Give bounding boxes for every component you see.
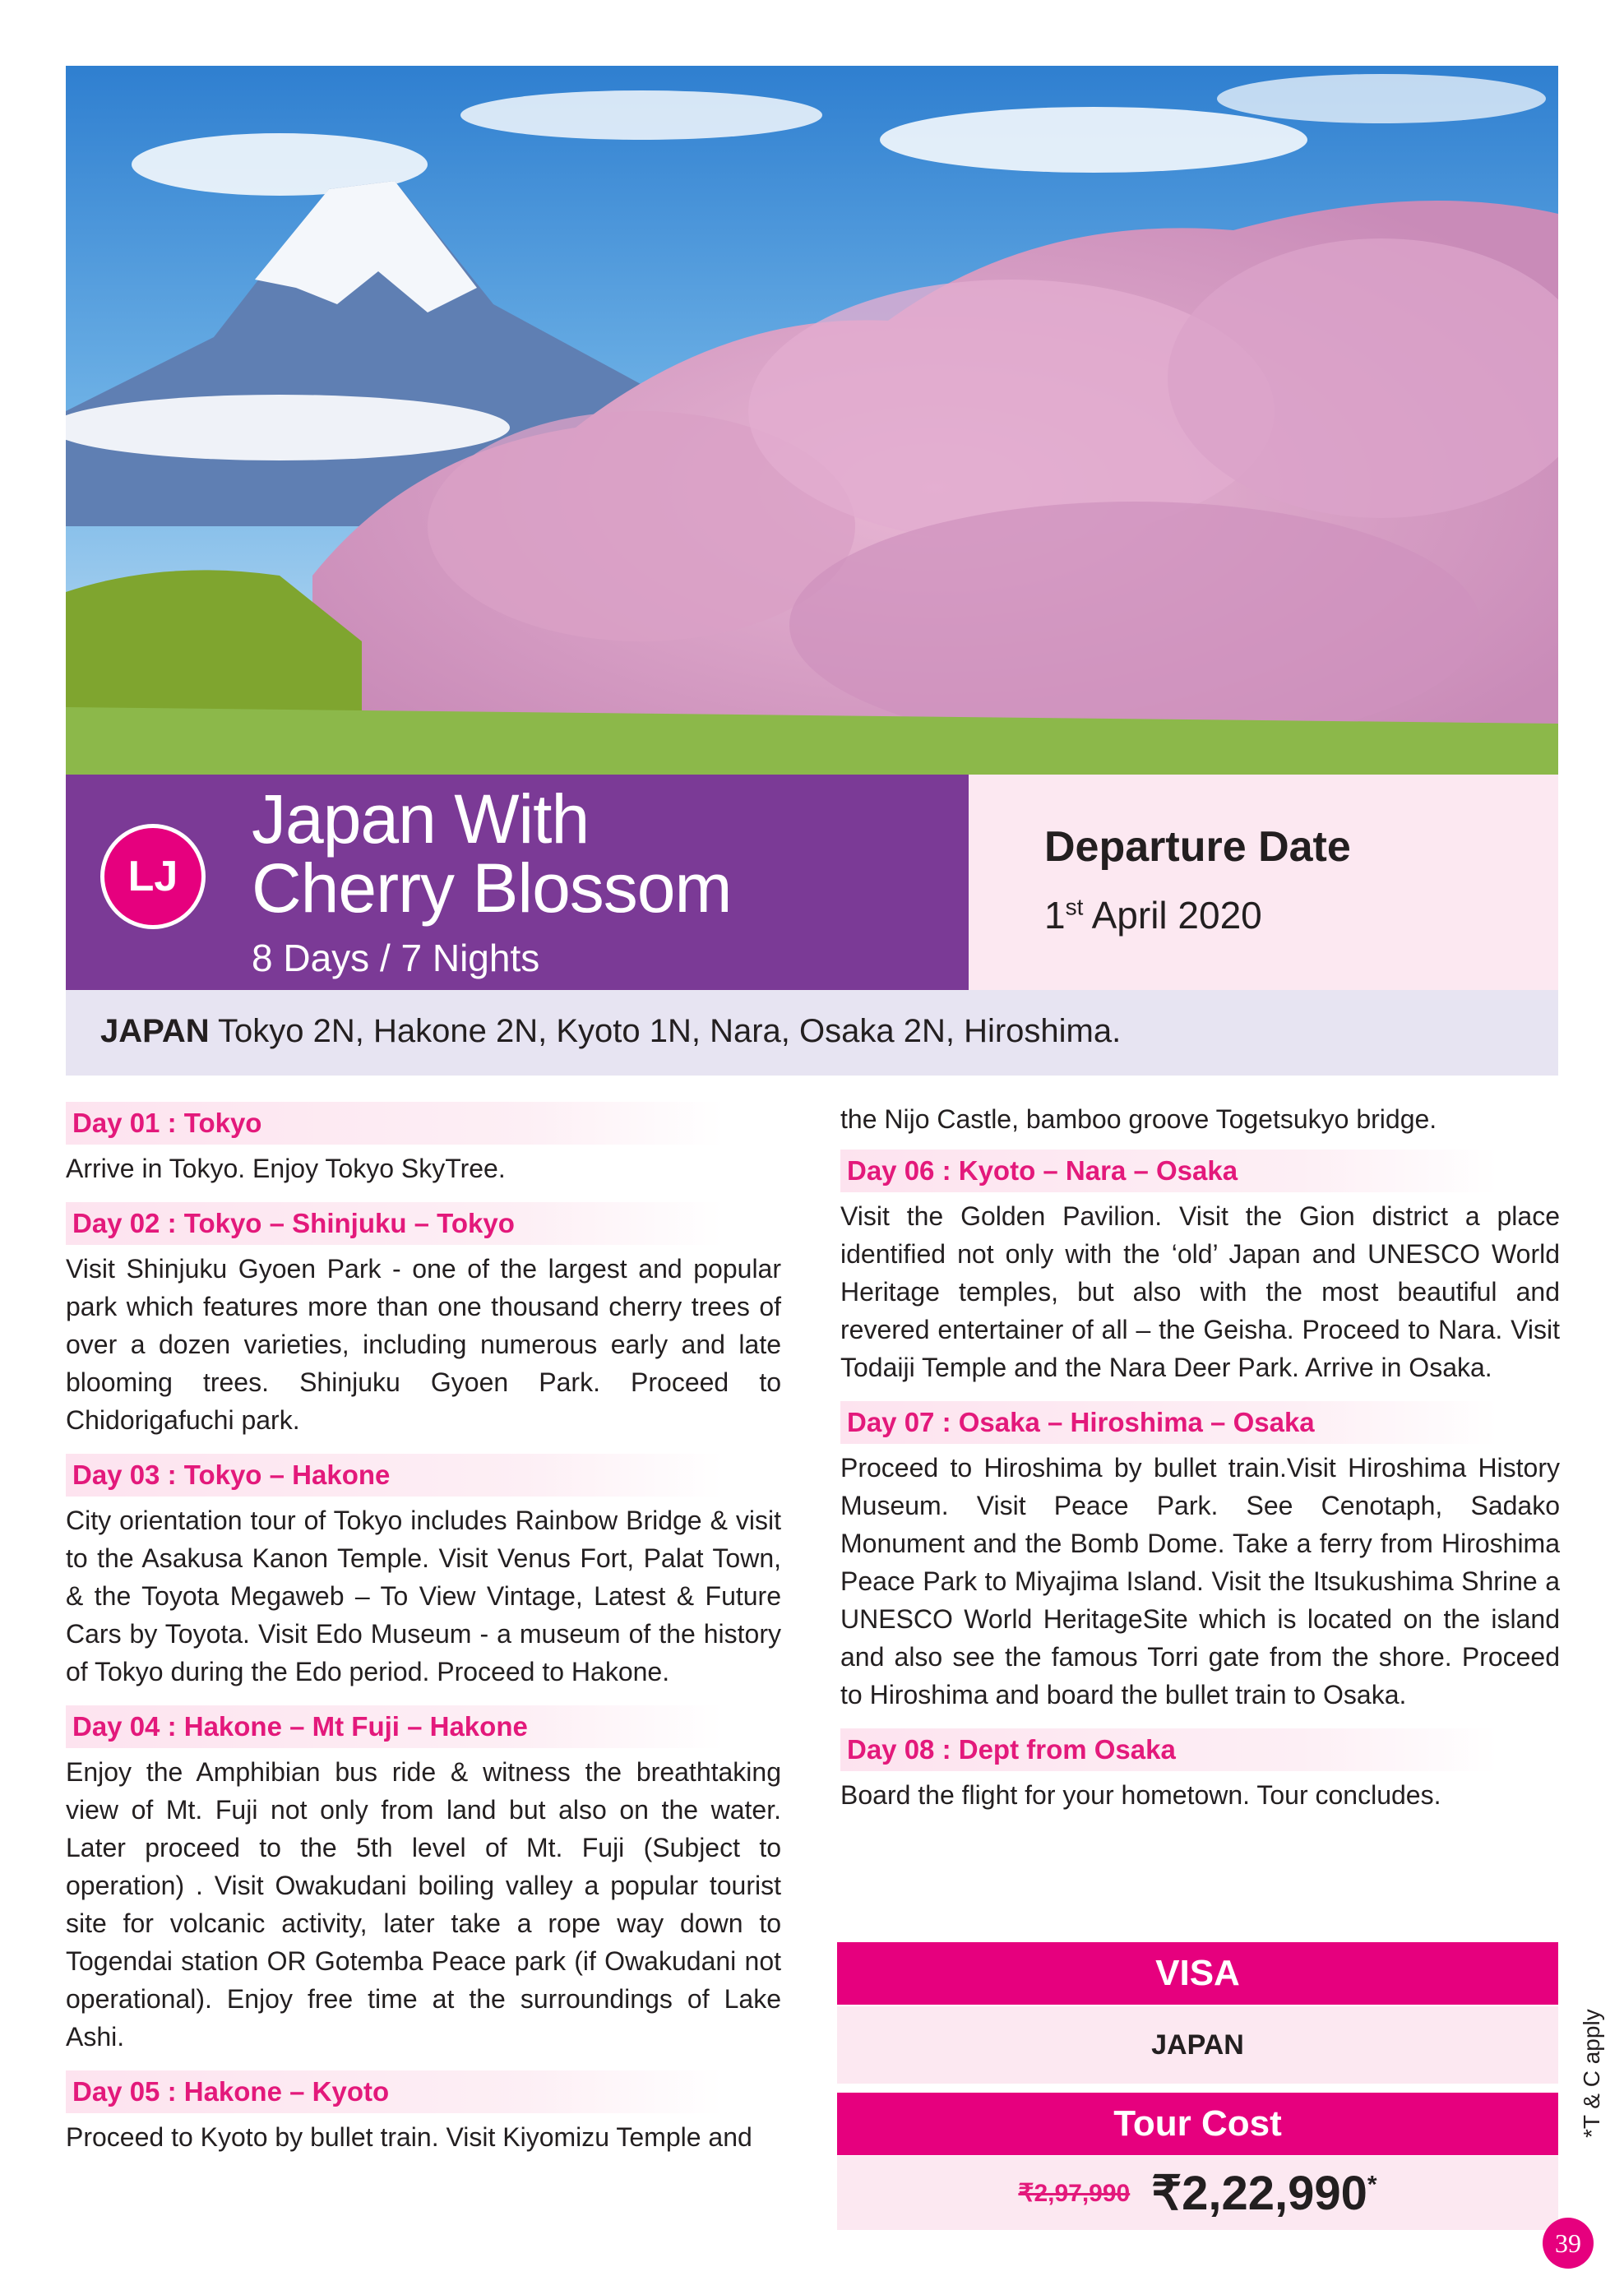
day-description: Proceed to Hiroshima by bullet train.Visit Hiroshima History Museum. Visit Peace Park. See Cenotaph, Sadako Monument and the Bomb Dome. Take a ferry from Hiroshima Peace Park to Miyajima Island. Visit the Itsukushima Shrine a UNESCO World HeritageSite which is located on the island and also see the famous Torri gate from the shore. Proceed to Hiroshima and board the bullet train to Osaka. xyxy=(840,1453,1560,1709)
day-block xyxy=(66,1202,781,1439)
departure-day: 1 xyxy=(1044,894,1066,937)
route-stops: Tokyo 2N, Hakone 2N, Kyoto 1N, Nara, Osaka 2N, Hiroshima. xyxy=(218,1013,1122,1049)
route-text xyxy=(100,1013,1121,1050)
title-panel xyxy=(66,775,969,990)
departure-panel xyxy=(969,775,1558,990)
departure-date xyxy=(1044,893,1262,937)
day-block xyxy=(840,1728,1560,1814)
tour-cost-heading: Tour Cost xyxy=(837,2093,1558,2155)
tour-cost-panel xyxy=(837,2156,1558,2230)
day-block xyxy=(66,1102,781,1187)
itinerary-left-column xyxy=(66,1102,781,2171)
day-block xyxy=(66,1705,781,2056)
tour-code-badge: LJ xyxy=(100,824,206,929)
new-price xyxy=(1151,2165,1376,2221)
day-description: Arrive in Tokyo. Enjoy Tokyo SkyTree. xyxy=(66,1154,506,1183)
hero-image xyxy=(66,66,1558,775)
day-title: Day 06 : Kyoto – Nara – Osaka xyxy=(840,1150,1498,1192)
route-band xyxy=(66,990,1558,1076)
day-description: Visit the Golden Pavilion. Visit the Gion district a place identified not only with the ‘old’ Japan and UNESCO World Heritage temples, but also with the most beautiful and revered entertainer of all – the Geisha. Proceed to Nara. Visit Todaiji Temple and the Nara Deer Park. Arrive in Osaka. xyxy=(840,1201,1560,1382)
day-block xyxy=(840,1150,1560,1386)
day-description: Proceed to Kyoto by bullet train. Visit Kiyomizu Temple and xyxy=(66,2122,752,2152)
tour-title-line2: Cherry Blossom xyxy=(252,849,732,927)
departure-day-suffix: st xyxy=(1065,894,1084,920)
day-title: Day 03 : Tokyo – Hakone xyxy=(66,1454,724,1497)
day-title: Day 05 : Hakone – Kyoto xyxy=(66,2070,724,2113)
day-description: Board the flight for your hometown. Tour concludes. xyxy=(840,1780,1441,1810)
day-block xyxy=(66,2070,781,2156)
visa-country: JAPAN xyxy=(837,2006,1558,2084)
day-block xyxy=(840,1401,1560,1714)
departure-month-year: April 2020 xyxy=(1091,894,1262,937)
day-title: Day 07 : Osaka – Hiroshima – Osaka xyxy=(840,1401,1498,1444)
page-number: 39 xyxy=(1543,2218,1594,2269)
day-block xyxy=(66,1454,781,1691)
day-title: Day 08 : Dept from Osaka xyxy=(840,1728,1498,1771)
day-continuation: the Nijo Castle, bamboo groove Togetsukyo bridge. xyxy=(840,1104,1437,1134)
terms-note: *T & C apply xyxy=(1579,2009,1604,2138)
tour-title-line1: Japan With xyxy=(252,780,590,858)
day-description: Enjoy the Amphibian bus ride & witness the breathtaking view of Mt. Fuji not only from land but also on the water. Later proceed to the 5th level of Mt. Fuji (Subject to operation) . Visit Owakudani boiling valley a popular tourist site for volcanic activity, later take a rope way down to Togendai station OR Gotemba Peace park (if Owakudani not operational). Enjoy free time at the surroundings of Lake Ashi. xyxy=(66,1757,781,2052)
price-asterisk: * xyxy=(1367,2171,1377,2199)
new-price-value: ₹2,22,990 xyxy=(1151,2167,1367,2220)
tour-duration: 8 Days / 7 Nights xyxy=(252,937,540,979)
visa-heading: VISA xyxy=(837,1942,1558,2005)
departure-heading: Departure Date xyxy=(1044,823,1351,871)
day-description: Visit Shinjuku Gyoen Park - one of the largest and popular park which features more than one thousand cherry trees of over a dozen varieties, including numerous early and late blooming trees. Shinjuku Gyoen Park. Proceed to Chidorigafuchi park. xyxy=(66,1254,781,1435)
itinerary-right-column xyxy=(840,1100,1560,1829)
old-price: ₹2,97,990 xyxy=(1018,2179,1131,2207)
route-country: JAPAN xyxy=(100,1013,210,1049)
day-title: Day 01 : Tokyo xyxy=(66,1102,724,1145)
day-description: City orientation tour of Tokyo includes Rainbow Bridge & visit to the Asakusa Kanon Temple. Visit Venus Fort, Palat Town, & the Toyota Megaweb – To View Vintage, Latest & Future Cars by Toyota. Visit Edo Museum - a museum of the history of Tokyo during the Edo period. Proceed to Hakone. xyxy=(66,1506,781,1686)
day-title: Day 02 : Tokyo – Shinjuku – Tokyo xyxy=(66,1202,724,1245)
day-title: Day 04 : Hakone – Mt Fuji – Hakone xyxy=(66,1705,724,1748)
